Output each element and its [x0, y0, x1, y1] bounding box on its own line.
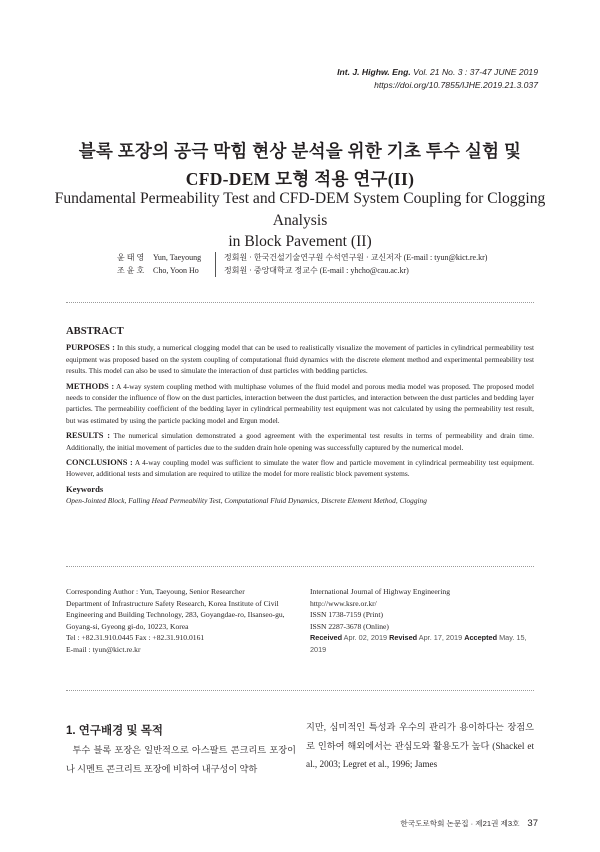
received-date: Apr. 02, 2019: [343, 633, 388, 643]
revised-date: Apr. 17, 2019: [418, 633, 463, 643]
journal-info-url[interactable]: http://www.ksre.or.kr/: [310, 598, 377, 608]
author-name-ko: 조 윤 호: [117, 265, 145, 275]
abstract-section: [66, 326, 534, 507]
revised-label: Revised: [389, 633, 418, 643]
journal-volume: Vol. 21 No. 3 : 37-47 JUNE 2019: [413, 67, 538, 77]
journal-citation: [337, 66, 538, 91]
purposes-text: In this study, a numerical clogging model that can be used to realistically visualize the movement of particles in cylindrical permeability test equipment was proposed based on the system coupling of computational fluid dynamics with the discrete element method and experimental permeability test results. This model can also be used to simulate the interaction of dust particles with bedding particles.: [66, 343, 534, 376]
methods-text: A 4-way system coupling method with multiphase volumes of the fluid model and porous media model was proposed. The proposed model needs to consider the influence of flow on the dust particles, interaction between the dust particles, and interaction between the dust particles and bedding layer particles. The permeability coefficient of the bedding layer in cylindrical permeability test equipment was not calculated by using the permeability test result, but was estimated by using the particle packing model and Ergun model.: [66, 381, 534, 425]
title-english-line2: in Block Pavement (II): [228, 233, 372, 250]
journal-info: [310, 586, 534, 656]
footer-journal: 한국도로학회 논문집 · 제21권 제3호: [400, 819, 520, 828]
keywords-list: Open-Jointed Block, Falling Head Permeability Test, Computational Fluid Dynamics, Discrete Element Method, Clogging: [66, 496, 427, 506]
issn-print: ISSN 1738-7159 (Print): [310, 610, 383, 620]
author-block: [117, 252, 487, 277]
journal-info-name: International Journal of Highway Engineering: [310, 587, 451, 596]
journal-name: Int. J. Highw. Eng.: [337, 67, 411, 77]
section-divider: [66, 566, 534, 567]
author-name-en: Yun, Taeyoung: [153, 253, 202, 262]
history-dates: [310, 632, 534, 655]
conclusions-text: A 4-way coupling model was sufficient to simulate the water flow and particle movement in cylindrical permeability test equipment. However, additional tests and simulation are required to utilize the model for more realistic block pavement systems.: [66, 458, 534, 479]
corr-line: Corresponding Author : Yun, Taeyoung, Senior Researcher: [66, 587, 245, 596]
abstract-purposes: [66, 342, 534, 376]
received-label: Received: [310, 633, 343, 643]
accepted-label: Accepted: [464, 633, 498, 643]
corr-email[interactable]: E-mail : tyun@kict.re.kr: [66, 644, 141, 654]
abstract-conclusions: [66, 457, 534, 480]
page-number: 37: [527, 818, 538, 829]
doi-link[interactable]: https://doi.org/10.7855/IJHE.2019.21.3.037: [374, 79, 538, 90]
accepted-date: May. 15, 2019: [310, 633, 527, 654]
results-text: The numerical simulation demonstrated a good agreement with the experimental test results in terms of permeability and drain time. Additionally, the initial movement of particles due to the sudden drain hole opening was successfully captured by the numerical model.: [66, 431, 534, 452]
section-divider: [66, 690, 534, 691]
author-name-ko: 윤 태 영: [117, 253, 145, 262]
results-label: RESULTS :: [66, 431, 111, 441]
corr-phone: Tel : +82.31.910.0445 Fax : +82.31.910.0161: [66, 633, 205, 643]
abstract-results: [66, 430, 534, 453]
title-korean-line2: CFD-DEM 모형 적용 연구(II): [185, 169, 415, 189]
title-english: [40, 188, 560, 253]
corr-address: Department of Infrastructure Safety Research, Korea Institute of Civil Engineering and Building Technology, 283, Goyangdae-ro, Ilsanseo-gu, Goyang-si, Gyeong gi-do, 10223, Korea: [66, 598, 285, 631]
page-footer: [400, 818, 538, 829]
abstract-methods: [66, 381, 534, 427]
methods-label: METHODS :: [66, 381, 115, 391]
body-text-left-content: 투수 블록 포장은 일반적으로 아스팔트 콘크리트 포장이나 시멘트 콘크리트 포장에 비하여 내구성이 약하: [66, 745, 296, 774]
author-name-en: Cho, Yoon Ho: [153, 265, 199, 275]
body-text-left: [66, 741, 296, 778]
section-heading: 1. 연구배경 및 목적: [66, 725, 163, 737]
title-korean-line1: 블록 포장의 공극 막힘 현상 분석을 위한 기초 투수 실험 및: [78, 141, 522, 161]
title-english-line1: Fundamental Permeability Test and CFD-DEM System Coupling for Clogging Analysis: [54, 190, 546, 229]
title-korean: [40, 137, 560, 193]
author-divider: [215, 252, 216, 277]
body-text-right: 지만, 심미적인 특성과 우수의 관리가 용이하다는 장점으로 인하여 해외에서는 관심도와 활용도가 높다 (Shackel et al., 2003; Legret et al., 1996; James: [306, 722, 534, 769]
corresponding-author: [66, 586, 298, 656]
conclusions-label: CONCLUSIONS :: [66, 458, 133, 468]
purposes-label: PURPOSES :: [66, 343, 115, 353]
author-affiliation: 정회원 · 한국건설기술연구원 수석연구원 · 교신저자 (E-mail : tyun@kict.re.kr): [224, 253, 488, 262]
issn-online: ISSN 2287-3678 (Online): [310, 621, 389, 631]
section-divider: [66, 302, 534, 303]
author-affiliation: 정회원 · 중앙대학교 정교수 (E-mail : yhcho@cau.ac.kr): [224, 265, 409, 275]
keywords-heading: Keywords: [66, 483, 104, 494]
abstract-heading: ABSTRACT: [66, 326, 124, 337]
